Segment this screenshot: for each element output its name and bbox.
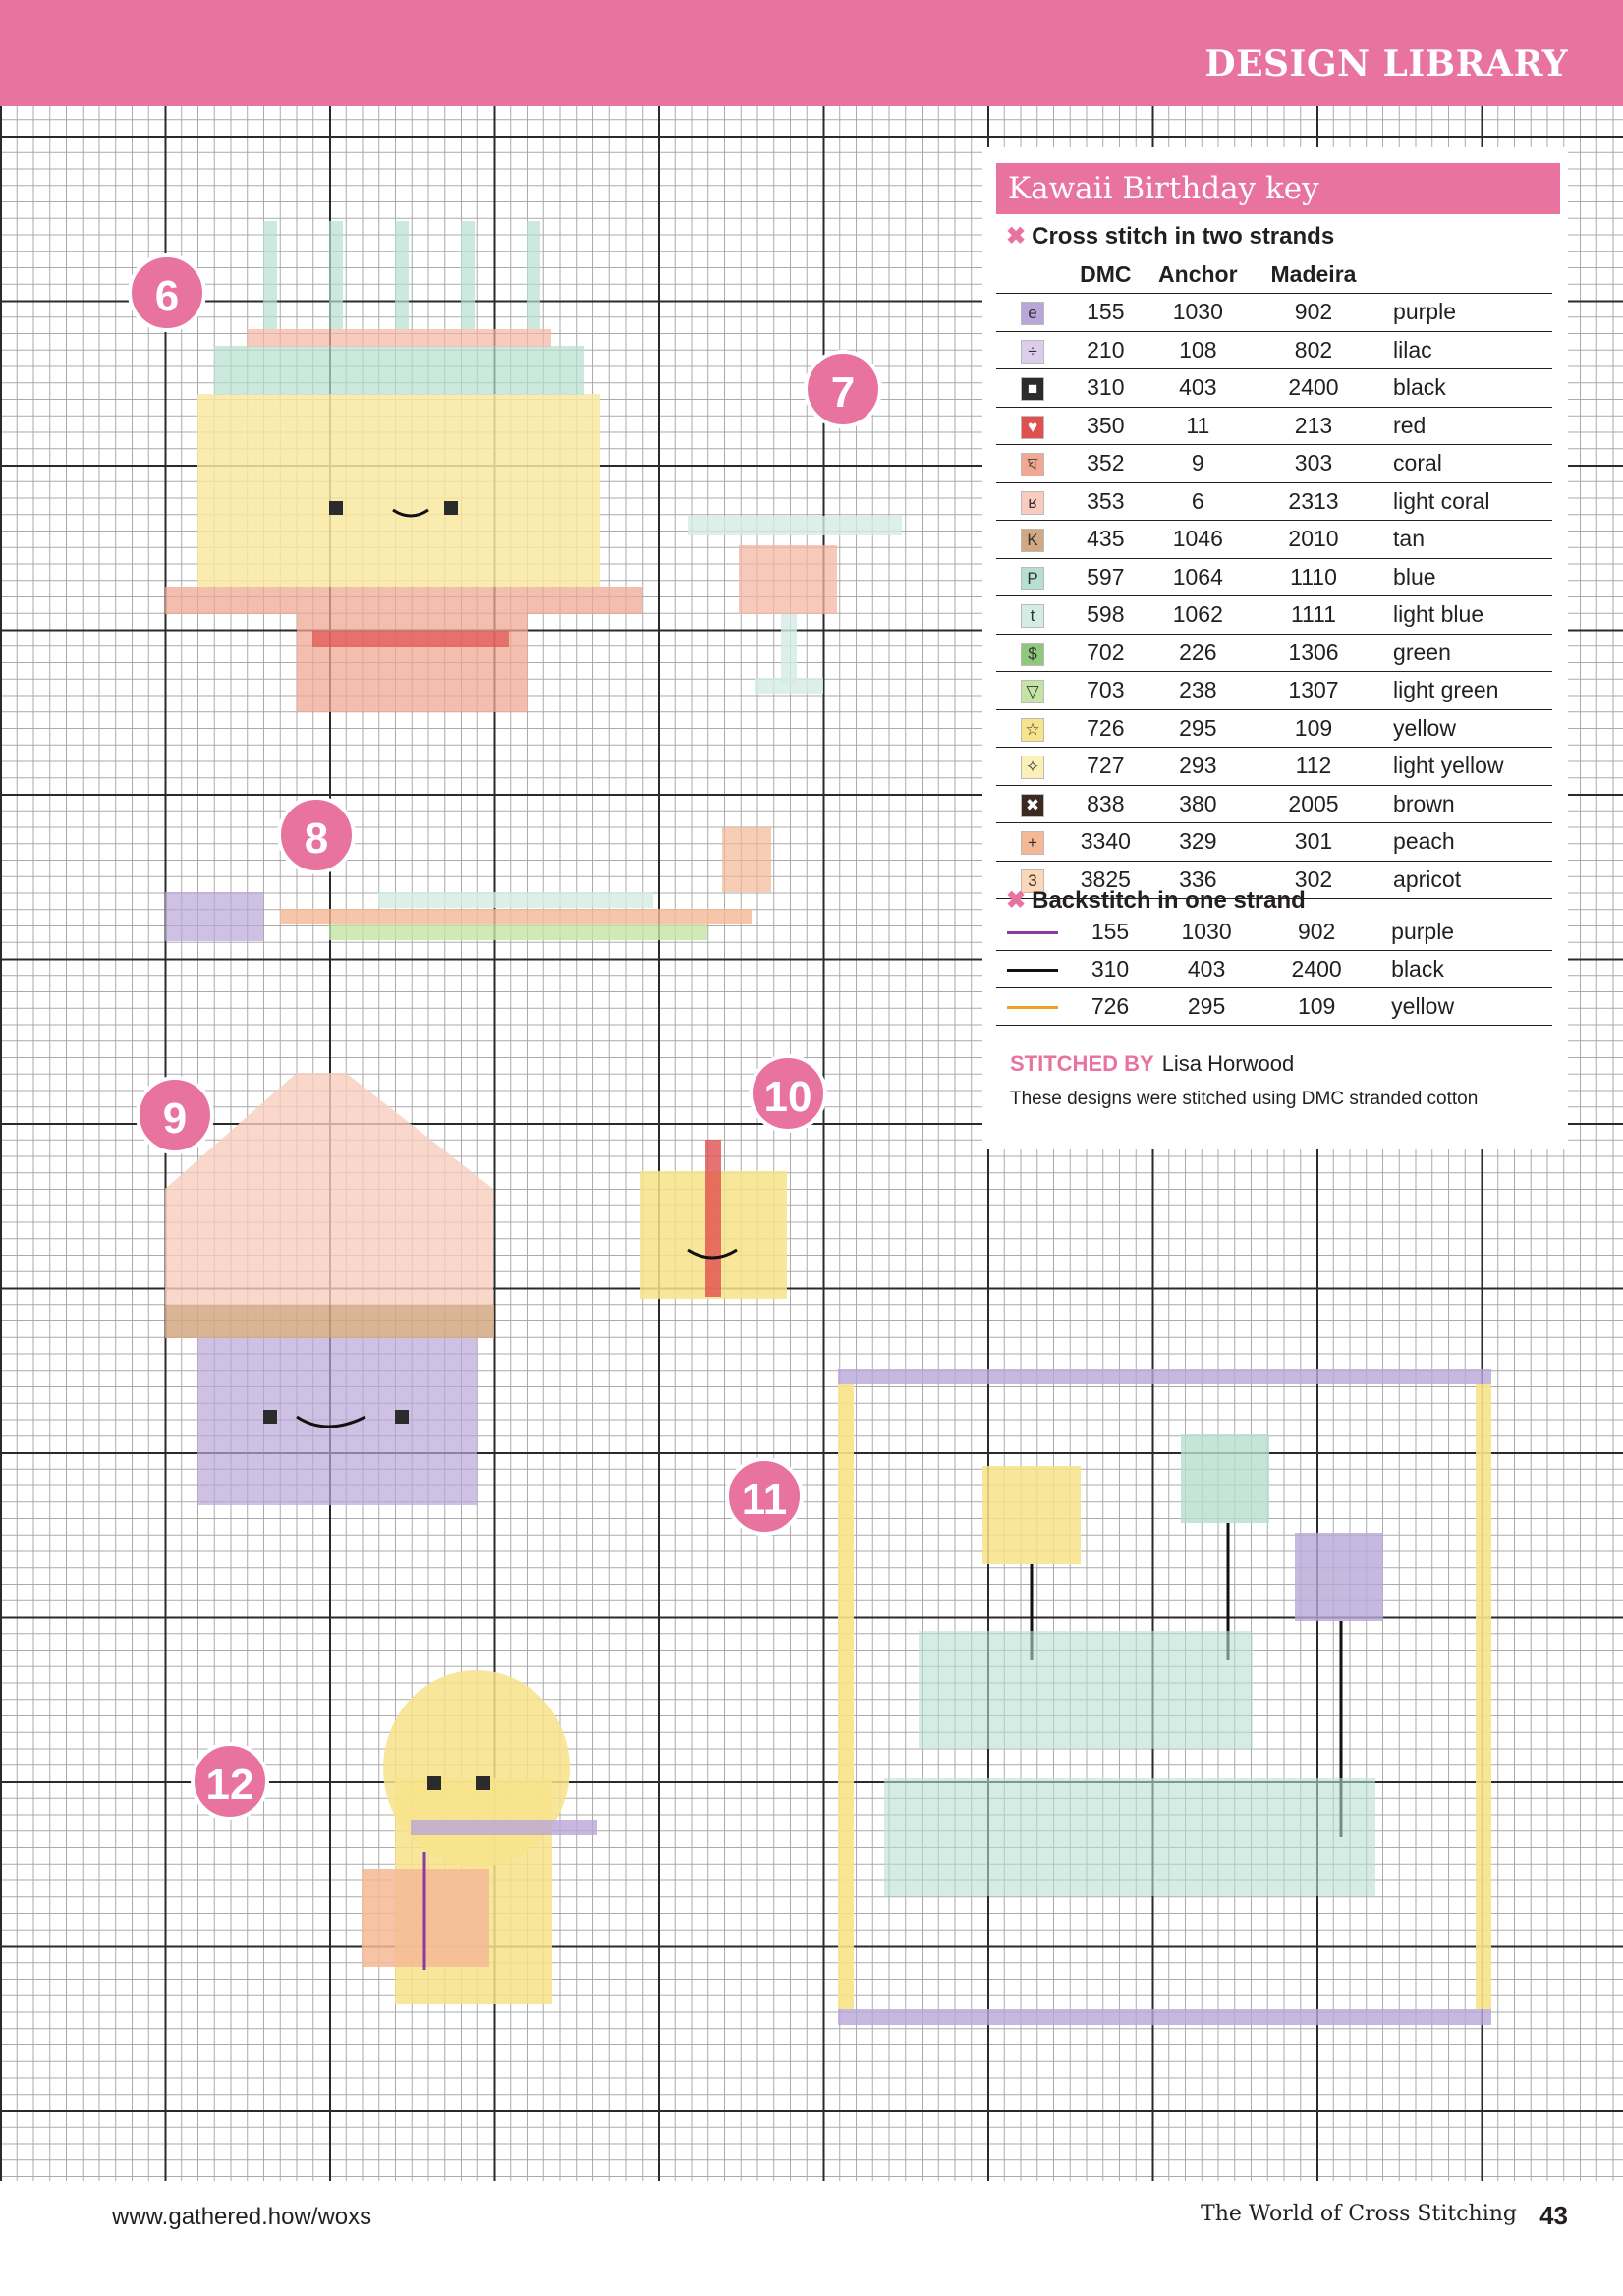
chick-design [362, 1670, 597, 2004]
madeira-cell: 1307 [1254, 672, 1373, 710]
dmc-cell: 155 [1069, 294, 1143, 332]
madeira-cell: 303 [1254, 445, 1373, 483]
dmc-cell: 838 [1069, 785, 1143, 823]
color-name-cell: lilac [1373, 331, 1552, 369]
backstitch-table [996, 914, 1552, 1026]
column-header: Madeira [1254, 255, 1373, 294]
key-row [996, 331, 1552, 369]
frame-design [838, 1369, 1491, 2025]
table-header-row [996, 255, 1552, 294]
madeira-cell: 2400 [1254, 369, 1373, 408]
anchor-cell: 403 [1143, 369, 1254, 408]
dmc-cell: 726 [1069, 988, 1151, 1026]
thread-key-panel [982, 147, 1568, 1149]
backstitch-row [996, 988, 1552, 1026]
cocktail-design [688, 516, 902, 694]
dmc-cell: 726 [1069, 709, 1143, 748]
color-name-cell: purple [1371, 914, 1552, 951]
color-name-cell: light green [1373, 672, 1552, 710]
anchor-cell: 295 [1143, 709, 1254, 748]
thread-swatch-icon: 3 [1021, 869, 1044, 893]
backstitch-line-icon [1007, 1006, 1058, 1009]
anchor-cell: 238 [1143, 672, 1254, 710]
dmc-cell: 727 [1069, 748, 1143, 786]
anchor-cell: 11 [1143, 407, 1254, 445]
key-row [996, 558, 1552, 596]
key-row [996, 709, 1552, 748]
madeira-cell: 1110 [1254, 558, 1373, 596]
anchor-cell: 380 [1143, 785, 1254, 823]
cross-icon: ✖ [1006, 887, 1027, 914]
column-header: Anchor [1143, 255, 1254, 294]
key-row [996, 482, 1552, 521]
madeira-cell: 802 [1254, 331, 1373, 369]
madeira-cell: 1306 [1254, 634, 1373, 672]
dmc-cell: 155 [1069, 914, 1151, 951]
thread-swatch-icon: e [1021, 302, 1044, 325]
anchor-cell: 1046 [1143, 521, 1254, 559]
cake-design [165, 221, 642, 712]
color-name-cell: black [1373, 369, 1552, 408]
design-number-12: 12 [191, 1742, 269, 1820]
color-name-cell: tan [1373, 521, 1552, 559]
backstitch-heading: ✖ Backstitch in one strand [1006, 887, 1306, 914]
dmc-cell: 310 [1069, 369, 1143, 408]
key-row [996, 521, 1552, 559]
thread-swatch-icon: P [1021, 567, 1044, 590]
thread-swatch-icon: ☆ [1021, 718, 1044, 742]
cupcake-design [165, 1073, 494, 1505]
anchor-cell: 403 [1151, 951, 1261, 988]
color-name-cell: light blue [1373, 596, 1552, 635]
page-number: 43 [1539, 2201, 1568, 2230]
dmc-cell: 3340 [1069, 823, 1143, 862]
key-title: Kawaii Birthday key [996, 163, 1560, 214]
dmc-cell: 435 [1069, 521, 1143, 559]
color-name-cell: blue [1373, 558, 1552, 596]
design-number-8: 8 [277, 796, 356, 874]
thread-swatch-icon: ÷ [1021, 340, 1044, 364]
madeira-cell: 2400 [1261, 951, 1371, 988]
footer-url[interactable]: www.gathered.how/woxs [112, 2204, 372, 2230]
madeira-cell: 2010 [1254, 521, 1373, 559]
color-name-cell: yellow [1371, 988, 1552, 1026]
anchor-cell: 329 [1143, 823, 1254, 862]
backstitch-line-icon [1007, 931, 1058, 934]
thread-swatch-icon: $ [1021, 643, 1044, 666]
key-row [996, 369, 1552, 408]
design-number-7: 7 [804, 350, 882, 428]
color-name-cell: red [1373, 407, 1552, 445]
stitched-by: STITCHED BY Lisa Horwood [1010, 1051, 1295, 1076]
design-number-11: 11 [725, 1457, 804, 1536]
thread-swatch-icon: ঘ [1021, 453, 1044, 476]
thread-swatch-icon: t [1021, 604, 1044, 628]
color-name-cell: light coral [1373, 482, 1552, 521]
color-name-cell: light yellow [1373, 748, 1552, 786]
madeira-cell: 1111 [1254, 596, 1373, 635]
anchor-cell: 226 [1143, 634, 1254, 672]
color-name-cell: apricot [1373, 861, 1552, 899]
madeira-cell: 301 [1254, 823, 1373, 862]
anchor-cell: 9 [1143, 445, 1254, 483]
madeira-cell: 302 [1254, 861, 1373, 899]
madeira-cell: 902 [1254, 294, 1373, 332]
thread-swatch-icon: + [1021, 831, 1044, 855]
color-name-cell: green [1373, 634, 1552, 672]
color-name-cell: purple [1373, 294, 1552, 332]
backstitch-line-icon [1007, 969, 1058, 972]
anchor-cell: 1030 [1151, 914, 1261, 951]
color-name-cell: peach [1373, 823, 1552, 862]
dmc-cell: 352 [1069, 445, 1143, 483]
dmc-cell: 350 [1069, 407, 1143, 445]
madeira-cell: 109 [1261, 988, 1371, 1026]
backstitch-row [996, 951, 1552, 988]
dmc-cell: 702 [1069, 634, 1143, 672]
cross-stitch-heading: ✖ Cross stitch in two strands [1006, 223, 1335, 250]
key-row [996, 634, 1552, 672]
design-number-10: 10 [749, 1054, 827, 1133]
design-number-6: 6 [128, 253, 206, 332]
anchor-cell: 336 [1143, 861, 1254, 899]
madeira-cell: 2005 [1254, 785, 1373, 823]
key-row [996, 294, 1552, 332]
anchor-cell: 293 [1143, 748, 1254, 786]
dmc-cell: 3825 [1069, 861, 1143, 899]
anchor-cell: 295 [1151, 988, 1261, 1026]
key-row [996, 748, 1552, 786]
thread-swatch-icon: ✧ [1021, 756, 1044, 779]
candle-design [165, 827, 771, 941]
thread-swatch-icon: ʁ [1021, 491, 1044, 515]
color-name-cell: brown [1373, 785, 1552, 823]
dmc-cell: 703 [1069, 672, 1143, 710]
thread-swatch-icon: ■ [1021, 377, 1044, 401]
thread-swatch-icon: K [1021, 529, 1044, 552]
color-name-cell: coral [1373, 445, 1552, 483]
madeira-cell: 109 [1254, 709, 1373, 748]
key-row [996, 407, 1552, 445]
key-row [996, 785, 1552, 823]
madeira-cell: 112 [1254, 748, 1373, 786]
thread-swatch-icon: ✖ [1021, 794, 1044, 817]
key-row [996, 596, 1552, 635]
dmc-cell: 310 [1069, 951, 1151, 988]
color-name-cell: yellow [1373, 709, 1552, 748]
color-name-cell: black [1371, 951, 1552, 988]
anchor-cell: 6 [1143, 482, 1254, 521]
dmc-cell: 353 [1069, 482, 1143, 521]
anchor-cell: 1030 [1143, 294, 1254, 332]
column-header: DMC [1069, 255, 1143, 294]
cross-stitch-table [996, 255, 1552, 899]
key-row [996, 672, 1552, 710]
thread-swatch-icon: ▽ [1021, 680, 1044, 703]
madeira-cell: 2313 [1254, 482, 1373, 521]
anchor-cell: 1064 [1143, 558, 1254, 596]
present-design [640, 1140, 787, 1299]
footer-magazine-title: The World of Cross Stitching [1201, 2202, 1517, 2226]
dmc-cell: 597 [1069, 558, 1143, 596]
madeira-cell: 902 [1261, 914, 1371, 951]
dmc-cell: 210 [1069, 331, 1143, 369]
design-number-9: 9 [136, 1076, 214, 1154]
anchor-cell: 1062 [1143, 596, 1254, 635]
section-title: DESIGN LIBRARY [1204, 43, 1568, 84]
key-row [996, 445, 1552, 483]
key-row [996, 823, 1552, 862]
thread-swatch-icon: ♥ [1021, 416, 1044, 439]
backstitch-row [996, 914, 1552, 951]
dmc-cell: 598 [1069, 596, 1143, 635]
madeira-cell: 213 [1254, 407, 1373, 445]
stitched-note: These designs were stitched using DMC stranded cotton [1010, 1089, 1479, 1109]
anchor-cell: 108 [1143, 331, 1254, 369]
cross-icon: ✖ [1006, 223, 1027, 250]
